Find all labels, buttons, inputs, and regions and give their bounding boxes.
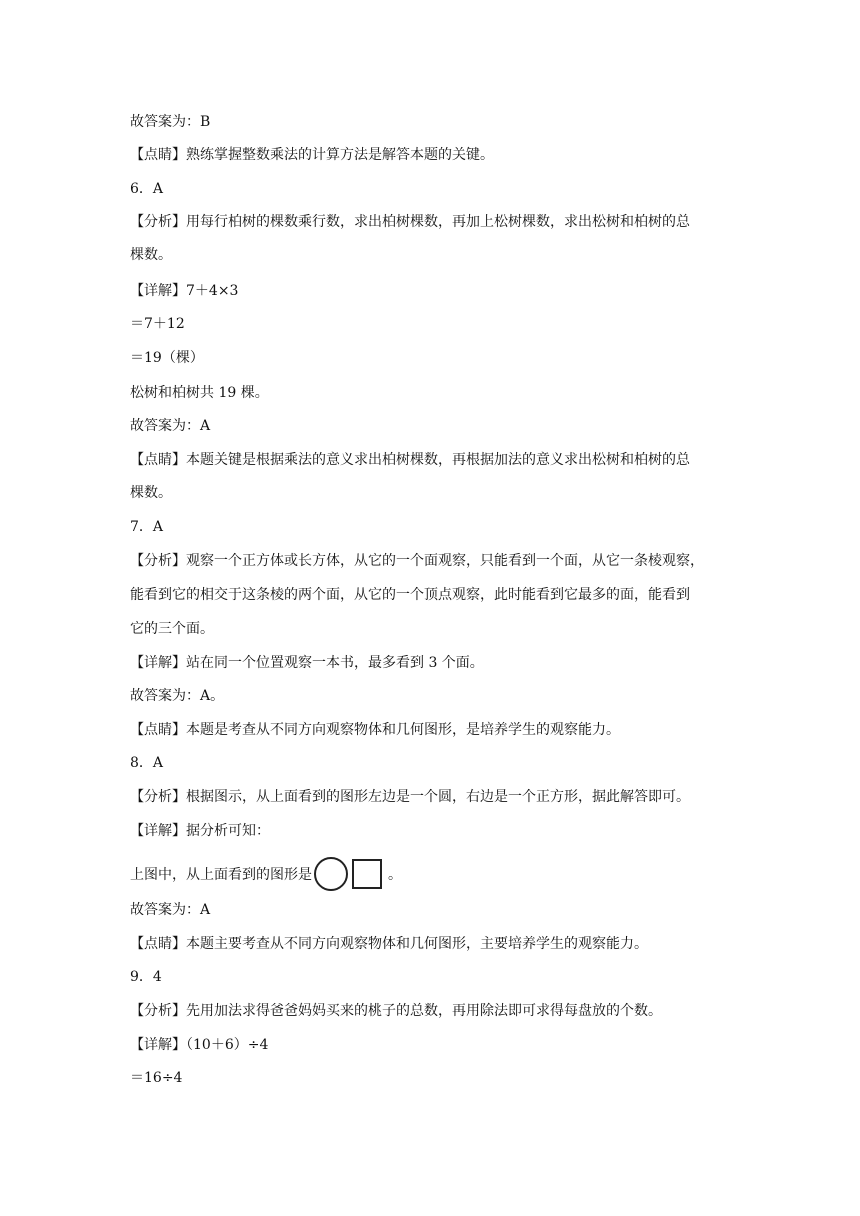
comment-line-5: 【点睛】熟练掌握整数乘法的计算方法是解答本题的关键。 (130, 147, 494, 163)
answer-line-5: 故答案为：B (130, 114, 211, 130)
question-heading-7: 7．A (130, 519, 164, 535)
answer-line-7: 故答案为：A。 (130, 688, 225, 704)
circle-shape (314, 857, 348, 891)
analysis-line-7c: 它的三个面。 (130, 621, 214, 637)
comment-line-6a: 【点睛】本题关键是根据乘法的意义求出柏树棵数，再根据加法的意义求出松树和柏树的总 (130, 452, 690, 468)
comment-line-6b: 棵数。 (130, 485, 172, 501)
detail-line-6b: ＝7＋12 (130, 316, 185, 332)
analysis-line-9: 【分析】先用加法求得爸爸妈妈买来的桃子的总数，再用除法即可求得每盘放的个数。 (130, 1003, 662, 1019)
square-shape (352, 859, 382, 889)
shape-line-suffix: 。 (388, 867, 402, 883)
shape-line-prefix: 上图中，从上面看到的图形是 (130, 867, 312, 883)
analysis-line-8: 【分析】根据图示，从上面看到的图形左边是一个圆，右边是一个正方形，据此解答即可。 (130, 789, 690, 805)
analysis-line-7a: 【分析】观察一个正方体或长方体，从它的一个面观察，只能看到一个面，从它一条棱观察， (130, 553, 704, 569)
detail-line-6c: ＝19（棵） (130, 350, 204, 366)
comment-line-8: 【点睛】本题主要考查从不同方向观察物体和几何图形，主要培养学生的观察能力。 (130, 936, 648, 952)
question-heading-6: 6．A (130, 181, 164, 197)
detail-line-8: 【详解】据分析可知： (130, 823, 270, 839)
detail-line-9b: ＝16÷4 (130, 1070, 183, 1086)
answer-line-8: 故答案为：A (130, 902, 211, 918)
detail-line-7: 【详解】站在同一个位置观察一本书，最多看到 3 个面。 (130, 655, 484, 671)
analysis-line-6a: 【分析】用每行柏树的棵数乘行数，求出柏树棵数，再加上松树棵数，求出松树和柏树的总 (130, 214, 690, 230)
analysis-line-6b: 棵数。 (130, 247, 172, 263)
detail-line-9a: 【详解】（10＋6）÷4 (130, 1037, 269, 1053)
answer-line-6: 故答案为：A (130, 418, 211, 434)
question-heading-8: 8．A (130, 755, 164, 771)
comment-line-7: 【点睛】本题是考查从不同方向观察物体和几何图形，是培养学生的观察能力。 (130, 722, 620, 738)
analysis-line-7b: 能看到它的相交于这条棱的两个面，从它的一个顶点观察，此时能看到它最多的面，能看到 (130, 587, 690, 603)
shape-answer-line (130, 856, 402, 892)
question-heading-9: 9．4 (130, 969, 162, 985)
detail-line-6d: 松树和柏树共 19 棵。 (130, 385, 269, 401)
detail-line-6a: 【详解】7＋4×3 (130, 283, 239, 299)
